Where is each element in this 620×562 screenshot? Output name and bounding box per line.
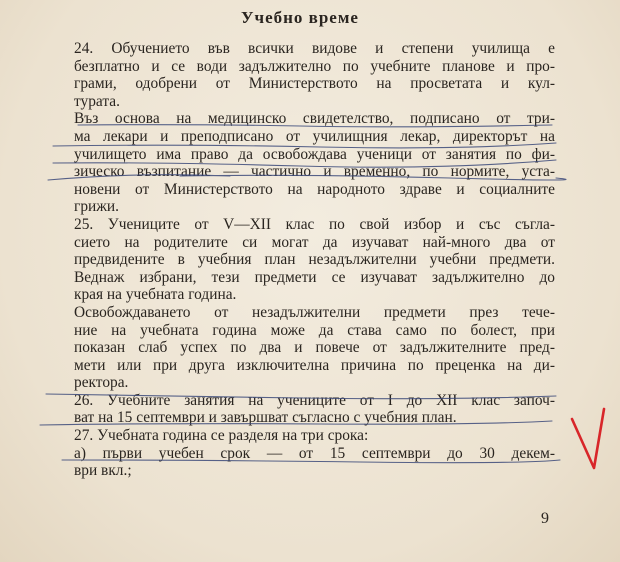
text-line: ма лекари и преподписано от училищния лекар, директорът на	[74, 127, 555, 145]
paragraph-24	[50, 40, 555, 110]
text-line: 25. Учениците от V—XII клас по свой избор и със съгла-	[74, 215, 555, 233]
paragraph-26	[50, 392, 555, 427]
text-line: безплатно и се води задължително по учебните планове и про-	[74, 57, 555, 75]
text-line: предвидените в учебния план незадължителни учебни предмети.	[74, 251, 555, 269]
text-line: мети или при друга изключителна причина по преценка на ди-	[74, 356, 555, 374]
paragraph-medical	[50, 110, 555, 216]
text-line: Въз основа на медицинско свидетелство, подписано от три-	[74, 110, 555, 128]
text-line: ректора.	[74, 374, 129, 392]
paragraph-exemption	[50, 304, 555, 392]
text-line: ври вкл.;	[74, 462, 132, 480]
text-line: сието на родителите си могат да изучават най-много два от	[74, 233, 555, 251]
text-line: Освобождаването от незадължителни предмети през тече-	[74, 303, 555, 321]
text-line: 24. Обучението във всички видове и степени училища е	[74, 40, 555, 57]
text-line: 26. Учебните занятия на учениците от I до XII клас започ-	[74, 391, 555, 409]
text-line: училището има право да освобождава ученици от занятия по фи-	[74, 145, 555, 163]
text-line: показан слаб успех по два и повече от задължителните пред-	[74, 339, 555, 357]
text-line: Веднаж избрани, тези предмети се изучават задължително до	[74, 268, 555, 286]
text-line: края на учебната година.	[74, 286, 237, 304]
text-line: грижи.	[74, 198, 119, 216]
body-text	[50, 40, 555, 480]
text-line: ние на учебната година може да става само по болест, при	[74, 321, 555, 339]
section-heading: Учебно време	[241, 8, 359, 27]
text-line: новени от Министерството на народното здраве и социалните	[74, 180, 555, 198]
text-line: турата.	[74, 92, 120, 110]
text-line: зическо възпитание — частично и временно, по нормите, уста-	[74, 163, 555, 181]
text-line: ват на 15 септември и завършват съгласно с учебния план.	[74, 409, 457, 427]
text-line: грами, одобрени от Министерството на просветата и кул-	[74, 75, 555, 93]
paragraph-27	[50, 427, 555, 480]
paragraph-25	[50, 216, 555, 304]
text-line: 27. Учебната година се разделя на три срока:	[74, 427, 369, 445]
text-line: а) първи учебен срок — от 15 септември до 30 декем-	[74, 444, 555, 462]
red-check-mark	[572, 409, 604, 468]
page-number: 9	[541, 510, 549, 527]
